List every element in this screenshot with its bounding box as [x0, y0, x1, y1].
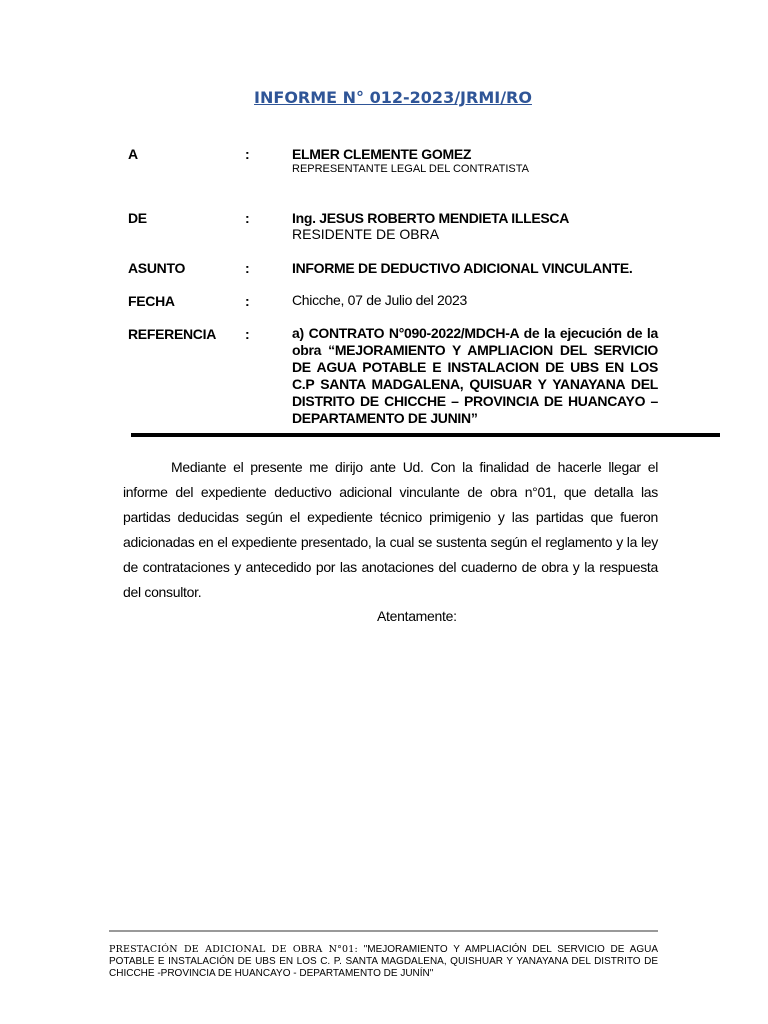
field-label-de: DE — [128, 210, 147, 226]
closing-text: Atentamente: — [377, 608, 457, 624]
footer-text: "MEJORAMIENTO Y AMPLIACIÓN DEL SERVICIO DE AGUA POTABLE E INSTALACIÓN DE UBS EN LOS C. P. SANTA MAGDALENA, QUISHUAR Y YANAYANA DEL DISTRITO DE CHICCHE -PROVINCIA DE HUANCAYO - DEPARTAMENTO DE JUNÍN" — [109, 944, 658, 979]
field-colon-asunto: : — [245, 260, 250, 276]
body-paragraph: Mediante el presente me dirijo ante Ud. Con la finalidad de hacerle llegar el informe del expediente deductivo adicional vinculante de obra n°01, que detalla las partidas deducidas según el expediente técnico primigenio y las partidas que fueron adicionadas en el expediente presentado, la cual se sustenta según el reglamento y la ley de contrataciones y antecedido por las anotaciones del cuaderno de obra y la respuesta del consultor. — [123, 459, 658, 600]
field-label-fecha: FECHA — [128, 293, 175, 309]
footer-lead: PRESTACIÓN DE ADICIONAL DE OBRA N°01: — [109, 944, 358, 955]
field-label-asunto: ASUNTO — [128, 260, 186, 276]
footer-divider — [109, 930, 658, 932]
sender-name: Ing. JESUS ROBERTO MENDIETA ILLESCA — [292, 210, 570, 226]
subject-value: INFORME DE DEDUCTIVO ADICIONAL VINCULANTE. — [292, 260, 633, 276]
header-divider — [131, 433, 720, 437]
field-label-a: A — [128, 146, 138, 162]
date-value: Chicche, 07 de Julio del 2023 — [292, 292, 467, 308]
field-label-referencia: REFERENCIA — [128, 326, 217, 342]
field-colon-de: : — [245, 210, 250, 226]
reference-value: a) CONTRATO N°090-2022/MDCH-A de la ejecución de la obra “MEJORAMIENTO Y AMPLIACION DEL SERVICIO DE AGUA POTABLE E INSTALACION DE UBS EN LOS C.P SANTA MADGALENA, QUISUAR Y YANAYANA DEL DISTRITO DE CHICCHE – PROVINCIA DE HUANCAYO – DEPARTAMENTO DE JUNIN” — [292, 325, 658, 426]
document-title: INFORME N° 012-2023/JRMI/RO — [254, 88, 532, 107]
field-colon-referencia: : — [245, 326, 250, 342]
field-colon-a: : — [245, 146, 250, 162]
recipient-name: ELMER CLEMENTE GOMEZ — [292, 146, 472, 162]
field-colon-fecha: : — [245, 293, 250, 309]
sender-role: RESIDENTE DE OBRA — [292, 226, 440, 242]
footer-note — [109, 944, 658, 980]
recipient-role: REPRESENTANTE LEGAL DEL CONTRATISTA — [292, 163, 529, 175]
